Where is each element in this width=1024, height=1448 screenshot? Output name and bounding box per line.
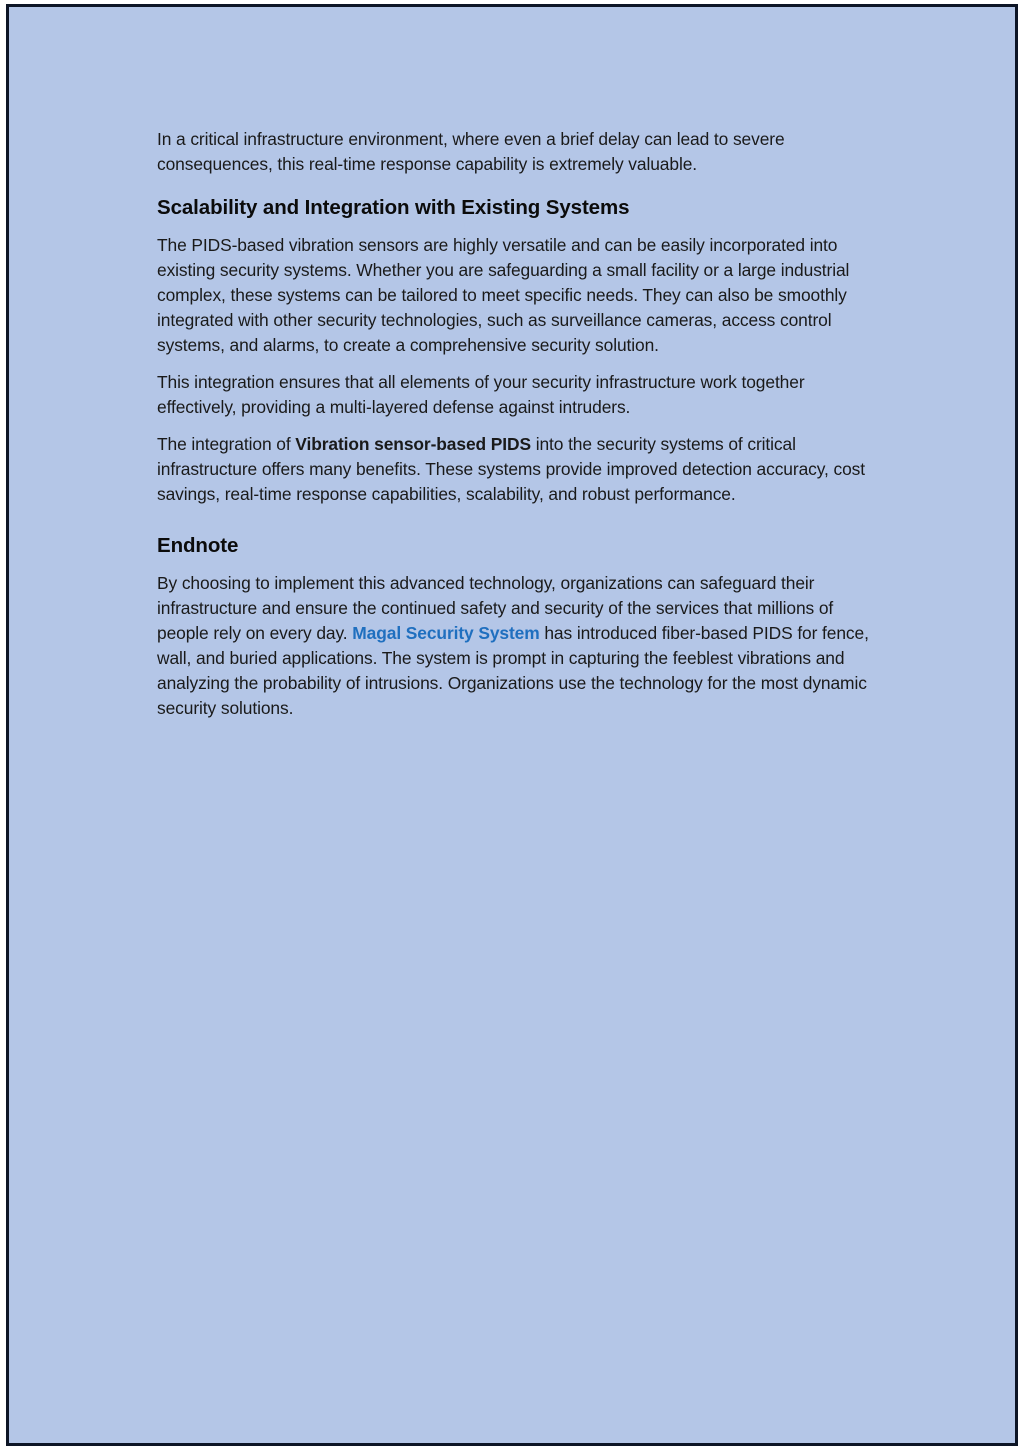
intro-paragraph: In a critical infrastructure environment, where even a brief delay can lead to severe consequences, this real-time response capability is extremely valuable. — [157, 129, 785, 174]
document-page — [6, 4, 1018, 1446]
paragraph-text: By choosing to implement this advanced technology, organizations can safeguard their infrastructure and ensure the continued safety and security of the services that millions of people rely on every day. — [157, 573, 834, 643]
emphasized-term: Vibration sensor-based PIDS — [295, 434, 531, 454]
magal-security-link[interactable]: Magal Security System — [352, 623, 540, 643]
paragraph-text: into the security systems of critical infrastructure offers many benefits. These systems provide improved detection accuracy, cost savings, real-time response capabilities, scalability, and robust performance. — [157, 434, 866, 504]
scalability-heading: Scalability and Integration with Existing Systems — [157, 196, 630, 219]
document-body — [157, 127, 881, 733]
paragraph-text: The integration of — [157, 434, 296, 454]
paragraph-text: has introduced fiber-based PIDS for fence, wall, and buried applications. The system is prompt in capturing the feeblest vibrations and analyzing the probability of intrusions. Organizations use the technology for the most dynamic security solutions. — [157, 623, 869, 718]
scalability-paragraph-3 — [157, 432, 881, 507]
endnote-paragraph — [157, 571, 881, 721]
scalability-paragraph-2: This integration ensures that all elements of your security infrastructure work together effectively, providing a multi-layered defense against intruders. — [157, 372, 805, 417]
scalability-paragraph-1: The PIDS-based vibration sensors are highly versatile and can be easily incorporated into existing security systems. Whether you are safeguarding a small facility or a large industrial complex, these systems can be tailored to meet specific needs. They can also be smoothly integrated with other security technologies, such as surveillance cameras, access control systems, and alarms, to create a comprehensive security solution. — [157, 235, 850, 355]
endnote-heading: Endnote — [157, 534, 239, 557]
